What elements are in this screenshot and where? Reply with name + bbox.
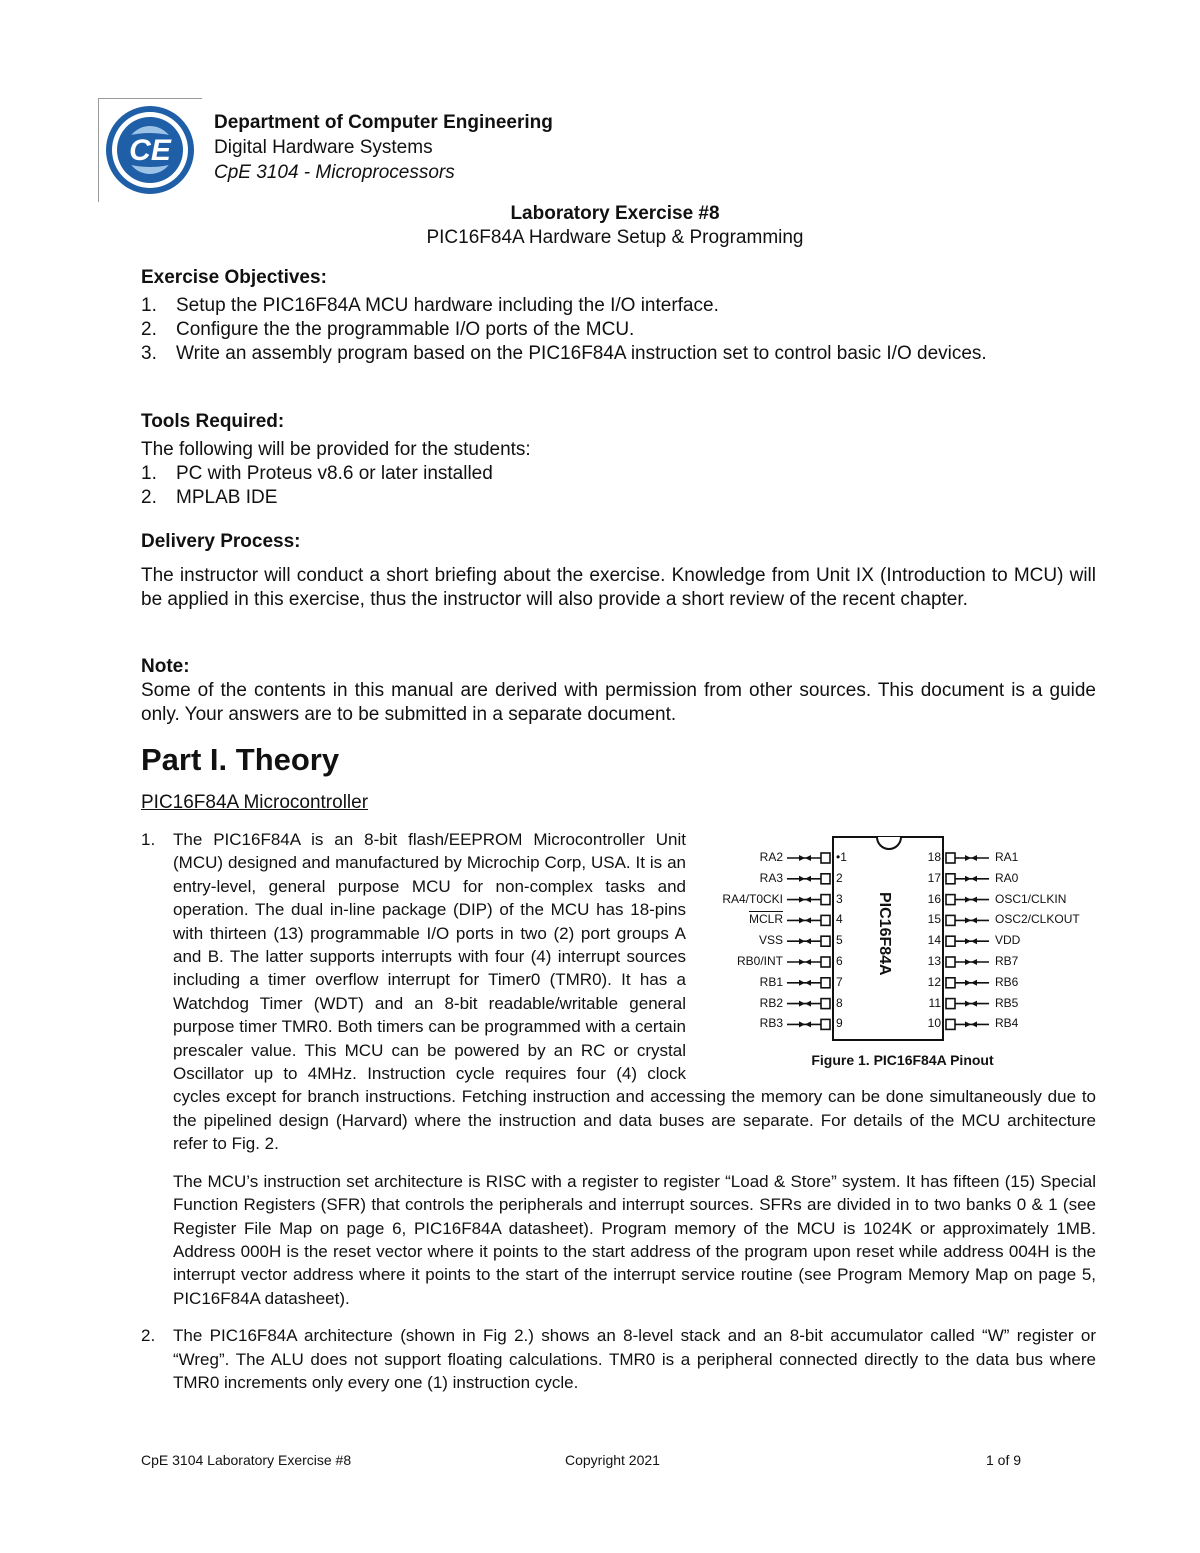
pin-label: VDD (995, 933, 1021, 948)
pin-pad (946, 1019, 955, 1029)
subject-name: Digital Hardware Systems (214, 137, 433, 158)
pin-pad (821, 1019, 830, 1029)
tools-heading: Tools Required: (141, 411, 285, 432)
pin-pad (946, 936, 955, 946)
pin-number: 12 (927, 974, 941, 989)
pin-number: 16 (927, 891, 941, 906)
pin-number: •1 (836, 850, 847, 864)
theory-paragraph: The PIC16F84A architecture (shown in Fig 2.) shows an 8-level stack and an 8-bit accumulator called “W” register or “Wreg”. The ALU does not support floating calculations. TMR0 is a peripheral connected directly to the data bus where TMR0 increments only every one (1) instruction cycle. (173, 1326, 1096, 1392)
pin-label: RA0 (995, 870, 1019, 885)
pin-pad (946, 915, 955, 925)
list-item: 2. MPLAB IDE (141, 487, 278, 508)
svg-text:CE: CE (129, 134, 171, 167)
chip-name: PIC16F84A (876, 892, 893, 976)
pin-number: 6 (836, 954, 843, 968)
exercise-topic: PIC16F84A Hardware Setup & Programming (426, 227, 804, 248)
pin-label: RB1 (759, 974, 783, 989)
pin-pad (821, 936, 830, 946)
pin-number: 2 (836, 870, 843, 885)
pin-pad (946, 895, 955, 905)
footer-left: CpE 3104 Laboratory Exercise #8 (141, 1452, 352, 1468)
pin-pad (821, 895, 830, 905)
pin-number: 4 (836, 912, 843, 927)
list-item: 3. Write an assembly program based on the PIC16F84A instruction set to control basic I/O devices. (141, 343, 987, 364)
tools-list (141, 462, 1096, 510)
theory-paragraph: The MCU’s instruction set architecture is RISC with a register to register “Load & Store” system. It has fifteen (15) Special Function Registers (SFR) that controls the peripherals and interrupt sources. SFRs are divided in to two banks 0 & 1 (see Register File Map on page 6, PIC16F84A datasheet). Program memory of the MCU is 1024K or approximately 1MB. Address 000H is the reset vector where it points to the start address of the program upon reset while address 004H is the interrupt vector address where it points to the start of the interrupt service routine (see Program Memory Map on page 5, PIC16F84A datasheet). (173, 1171, 1096, 1308)
pinout-figure (705, 832, 1100, 1078)
pin-label: MCLR (748, 912, 783, 927)
logo-frame-line (98, 98, 99, 202)
document-header (214, 110, 553, 185)
pin-label: OSC1/CLKIN (995, 891, 1067, 906)
footer-page-number: 1 of 9 (986, 1452, 1022, 1468)
pin-number: 14 (927, 933, 941, 948)
objectives-section (141, 266, 1096, 366)
part-heading: Part I. Theory (141, 742, 340, 777)
pin-pad (946, 978, 955, 988)
pin-pad (946, 853, 955, 863)
pin-label: RB0/INT (736, 954, 783, 968)
pin-label: RA2 (759, 850, 783, 864)
pin-label: RB7 (995, 954, 1019, 968)
pin-arrow (799, 959, 811, 965)
delivery-section (141, 530, 1096, 612)
pin-label: RA1 (995, 850, 1019, 864)
pin-number: 5 (836, 933, 843, 948)
department-logo (100, 98, 200, 198)
pin-pad (821, 957, 830, 967)
course-name: CpE 3104 - Microprocessors (214, 162, 455, 183)
pin-label: VSS (758, 933, 783, 948)
pin-number: 7 (836, 974, 843, 989)
pin-arrow (965, 959, 977, 965)
section-subheading: PIC16F84A Microcontroller (141, 792, 369, 813)
objectives-heading: Exercise Objectives: (141, 267, 327, 288)
figure-caption: Figure 1. PIC16F84A Pinout (811, 1052, 994, 1068)
tools-section (141, 410, 1096, 510)
theory-paragraph: The PIC16F84A is an 8-bit flash/EEPROM Microcontroller Unit (MCU) designed and manufactured by Microchip Corp, USA. It is an entry-level, general purpose MCU for non-complex tasks and operation. The dual in-line package (DIP) of the MCU has 18-pins with thirteen (13) programmable I/O ports in two (2) port groups A and B. The latter supports interrupts with four (4) interrupt sources including a timer overflow interrupt for Timer0 (TMR0). It has a Watchdog Timer (WDT) and an 8-bit readable/writable general purpose timer TMR0. Both timers can be programmed with a certain prescaler value. This MCU can be powered by an RC or crystal Oscillator up to 4MHz. Instruction cycle requires four (4) clock cycles except for branch instructions. Fetching instruction and accessing the memory can be done simultaneously due to the pipelined design (Harvard) where the instruction and data buses are separate. For details of the MCU architecture refer to Fig. 2. (173, 830, 1096, 1154)
pin-pad (946, 999, 955, 1009)
list-item: 1. PC with Proteus v8.6 or later installed (141, 463, 493, 484)
pin-pad (821, 874, 830, 884)
pin-number: 11 (928, 995, 941, 1010)
theory-item-1: 1. The PIC16F84A is an 8-bit flash/EEPROM Microcontroller Unit (MCU) designed and manufactured by Microchip Corp, USA. It is an entry-level, general purpose MCU for non-complex tasks and operation. The dual in-line package (DIP) of the MCU has 18-pins with thirteen (13) programmable I/O ports in two (2) port groups A and B. The latter supports interrupts with four (4) interrupt sources including a timer overflow interrupt for Timer0 (TMR0). It has a Watchdog Timer (WDT) and an 8-bit readable/writable general purpose timer TMR0. Both timers can be programmed with a certain prescaler value. This MCU can be powered by an RC or crystal Oscillator up to 4MHz. Instruction cycle requires four (4) clock cycles except for branch instructions. Fetching instruction and accessing the memory can be done simultaneously due to the pipelined design (Harvard) where the instruction and data buses are separate. For details of the MCU architecture refer to Fig. 2. The MCU’s instruction set architecture is RISC with a register to register “Load & Store” system. It has fifteen (15) Special Function Registers (SFR) that controls the peripherals and interrupt sources. SFRs are divided in to two banks 0 & 1 (see Register File Map on page 6, PIC16F84A datasheet). Program memory of the MCU is 1024K or approximately 1MB. Address 000H is the reset vector where it points to the start address of the program upon reset while address 004H is the interrupt vector address where it points to the start of the interrupt service routine (see Program Memory Map on page 5, PIC16F84A datasheet). (141, 828, 1096, 1310)
pin-number: 17 (927, 870, 941, 885)
pin-number: 13 (927, 954, 941, 968)
pin-pad (821, 978, 830, 988)
pin-label: RB3 (759, 1016, 783, 1031)
delivery-text: The instructor will conduct a short briefing about the exercise. Knowledge from Unit IX (Introduction to MCU) will be applied in this exercise, thus the instructor will also provide a short review of the recent chapter. (141, 565, 1096, 610)
department-name: Department of Computer Engineering (214, 112, 553, 133)
pin-label: RB5 (995, 995, 1019, 1010)
note-heading: Note: (141, 656, 190, 677)
objectives-list (141, 294, 1096, 366)
pin-number: 18 (927, 850, 941, 864)
pin-number: 15 (927, 912, 941, 927)
pin-label: RB2 (759, 995, 783, 1010)
list-item: 1. Setup the PIC16F84A MCU hardware including the I/O interface. (141, 295, 719, 316)
list-item: 2. Configure the the programmable I/O ports of the MCU. (141, 319, 635, 340)
theory-item-2: 2. The PIC16F84A architecture (shown in Fig 2.) shows an 8-level stack and an 8-bit accumulator called “W” register or “Wreg”. The ALU does not support floating calculations. TMR0 is a peripheral connected directly to the data bus where TMR0 increments only every one (1) instruction cycle. (141, 1324, 1096, 1394)
pin-label: RB6 (995, 974, 1019, 989)
pin-pad (821, 853, 830, 863)
pin-number: 10 (927, 1016, 941, 1031)
exercise-number: Laboratory Exercise #8 (510, 203, 720, 224)
note-section (141, 655, 1096, 727)
footer-center: Copyright 2021 (565, 1452, 660, 1468)
pin-label: RB4 (995, 1016, 1019, 1031)
pin-number: 8 (836, 995, 843, 1010)
pin-arrow (799, 855, 811, 861)
note-text: Some of the contents in this manual are derived with permission from other sources. This document is a guide only. Your answers are to be submitted in a separate document. (141, 680, 1096, 725)
pin-number: 3 (836, 891, 843, 906)
tools-intro: The following will be provided for the students: (141, 439, 531, 460)
pin-arrow (965, 855, 977, 861)
pin-pad (821, 999, 830, 1009)
exercise-title (0, 202, 1200, 250)
pin-number: 9 (836, 1016, 843, 1031)
logo-icon (100, 98, 200, 198)
pin-label: OSC2/CLKOUT (995, 912, 1080, 927)
pin-label: RA3 (759, 870, 783, 885)
delivery-heading: Delivery Process: (141, 531, 301, 552)
pin-pad (946, 874, 955, 884)
pin-pad (946, 957, 955, 967)
pin-label: RA4/T0CKI (722, 891, 783, 906)
pin-pad (821, 915, 830, 925)
